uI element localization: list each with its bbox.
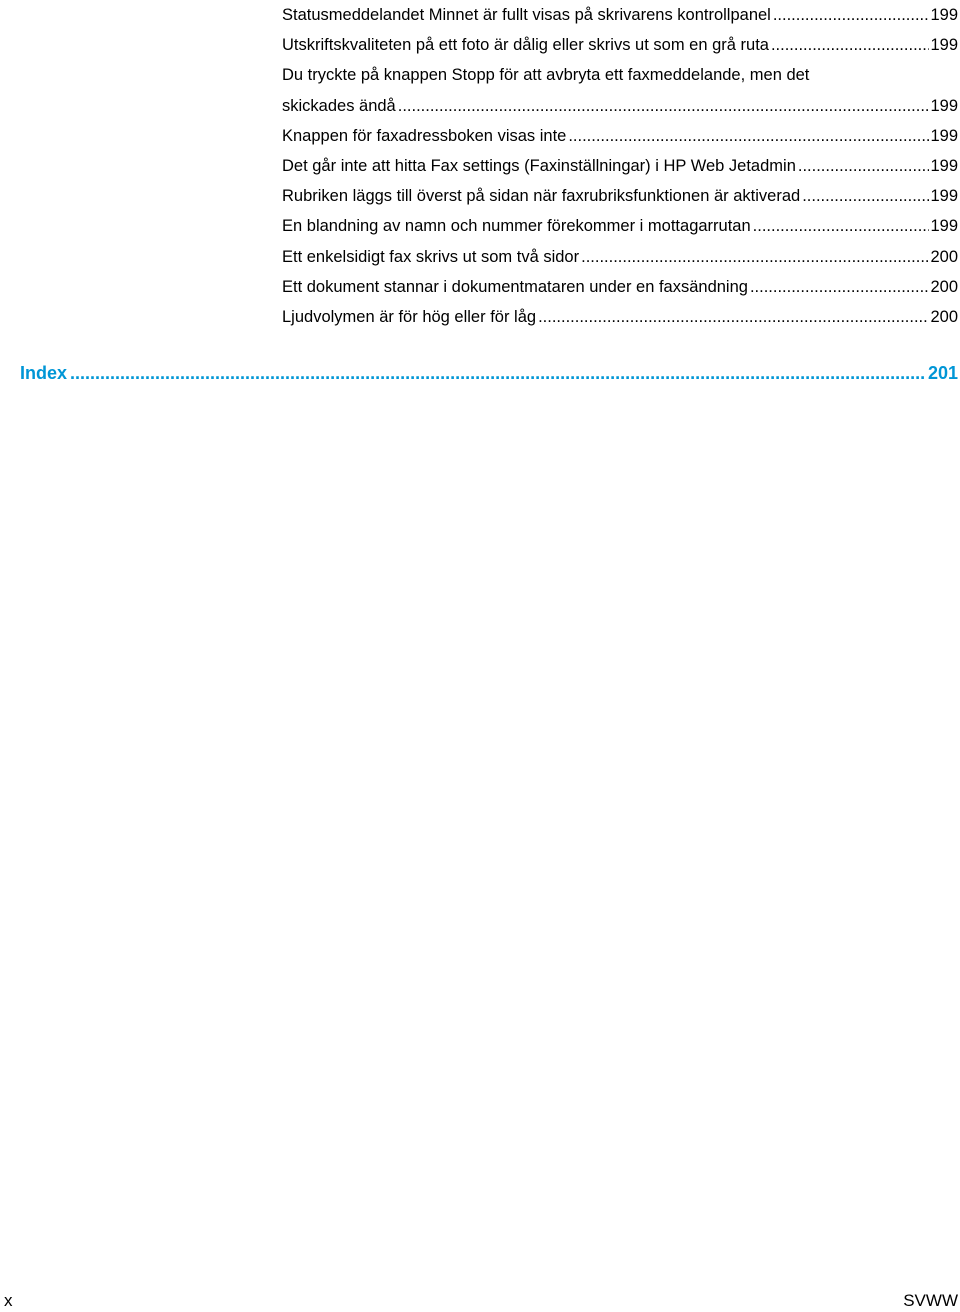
dot-leader (753, 211, 930, 241)
toc-entry[interactable] (282, 91, 958, 121)
dot-leader (538, 302, 929, 332)
toc-entry-title: Det går inte att hitta Fax settings (Faxinställningar) i HP Web Jetadmin (282, 156, 796, 175)
toc-entry-page: 200 (930, 277, 958, 296)
toc-entry[interactable] (282, 151, 958, 181)
toc-entry-title: Rubriken läggs till överst på sidan när faxrubriksfunktionen är aktiverad (282, 187, 801, 206)
dot-leader (581, 242, 929, 272)
dot-leader (398, 91, 930, 121)
toc-entry-title: Ett dokument stannar i dokumentmataren under en faxsändning (282, 277, 748, 296)
toc-entry-page: 199 (930, 187, 958, 206)
toc-entry-page: 200 (930, 307, 958, 326)
toc-entry[interactable] (282, 121, 958, 151)
toc-entry[interactable] (282, 0, 958, 30)
index-title: Index (20, 363, 68, 383)
toc-entry[interactable] (282, 30, 958, 60)
toc-entry[interactable] (282, 211, 958, 241)
toc-entry-page: 199 (930, 126, 958, 145)
toc-entry[interactable] (282, 302, 958, 332)
toc-entry-page: 199 (930, 6, 958, 24)
footer-page-number: x (4, 1291, 13, 1310)
toc-entry-title: Ett enkelsidigt fax skrivs ut som två sidor (282, 247, 580, 266)
toc-entry-page: 199 (930, 156, 958, 175)
footer-doc-code: SVWW (903, 1291, 958, 1310)
toc-entry-page: 199 (930, 217, 958, 236)
toc-entry-title: Knappen för faxadressboken visas inte (282, 126, 567, 145)
toc-entry-page: 199 (930, 36, 958, 55)
dot-leader (70, 358, 926, 388)
index-page: 201 (927, 363, 958, 383)
dot-leader (568, 121, 929, 151)
toc-entry-title: Ljudvolymen är för hög eller för låg (282, 307, 537, 326)
toc-index-entry[interactable] (20, 358, 958, 388)
toc-entry-title: skickades ändå (282, 96, 396, 115)
dot-leader (798, 151, 930, 181)
dot-leader (771, 30, 930, 60)
dot-leader (773, 0, 930, 30)
toc-entry-page: 199 (930, 96, 958, 115)
dot-leader (802, 181, 929, 211)
dot-leader (750, 272, 930, 302)
toc-entry[interactable] (282, 181, 958, 211)
toc-entry-title: Statusmeddelandet Minnet är fullt visas på skrivarens kontrollpanel (282, 6, 771, 24)
table-of-contents (282, 0, 958, 332)
toc-entry-title: Utskriftskvaliteten på ett foto är dålig eller skrivs ut som en grå ruta (282, 36, 769, 55)
toc-entry[interactable] (282, 272, 958, 302)
toc-entry-title: En blandning av namn och nummer förekommer i mottagarrutan (282, 217, 751, 236)
toc-entry-page: 200 (930, 247, 958, 266)
toc-entry-title-line1[interactable]: Du tryckte på knappen Stopp för att avbryta ett faxmeddelande, men det (282, 66, 810, 85)
toc-entry[interactable] (282, 242, 958, 272)
